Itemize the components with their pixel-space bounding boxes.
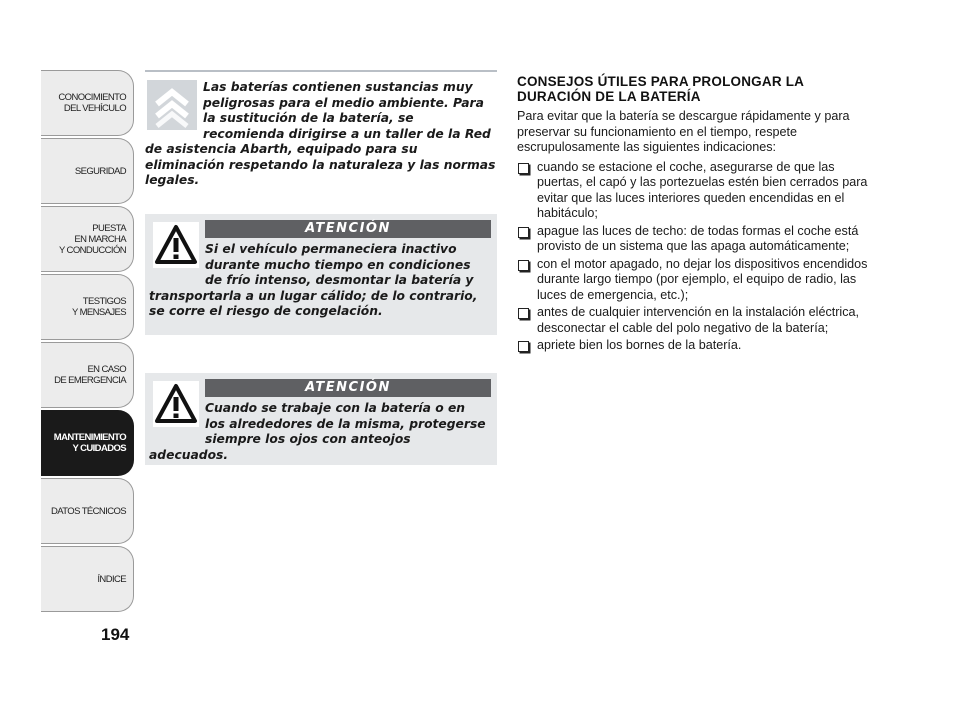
tab-indice[interactable]: ÍNDICE <box>41 546 134 612</box>
warning-text: Si el vehículo permaneciera inactivo durante mucho tiempo en condiciones de frío intenso, desmontar la batería y transportarla a un lugar cálido; de lo contrario, se corre el riesgo de congelación. <box>149 242 478 318</box>
checkbox-square-icon <box>518 227 529 238</box>
recycle-arrows-icon <box>147 80 197 130</box>
list-item <box>517 338 877 354</box>
tab-emergencia[interactable]: EN CASO DE EMERGENCIA <box>41 342 134 408</box>
tips-heading: CONSEJOS ÚTILES PARA PROLONGAR LA DURACIÓN DE LA BATERÍA <box>517 74 804 104</box>
list-item <box>517 305 877 336</box>
list-item-text: cuando se estacione el coche, asegurarse de que las puertas, el capó y las portezuelas estén bien cerrados para evitar que las luces interiores queden encendidas en el habitáculo; <box>537 159 868 220</box>
list-item-text: antes de cualquier intervención en la instalación eléctrica, desconectar el cable del polo negativo de la batería; <box>537 305 860 335</box>
tab-mantenimiento[interactable]: MANTENIMIENTO Y CUIDADOS <box>41 410 134 476</box>
tips-intro: Para evitar que la batería se descargue rápidamente y para preservar su funcionamiento en el tiempo, respete escrupulosamente las siguientes indicaciones: <box>517 109 850 154</box>
tips-list <box>517 160 877 354</box>
tips-section <box>517 74 877 356</box>
warning-text: Cuando se trabaje con la batería o en los alrededores de la misma, protegerse siempre los ojos con anteojos adecuados. <box>149 401 486 462</box>
tab-puesta-en-marcha[interactable]: PUESTA EN MARCHA Y CONDUCCIÓN <box>41 206 134 272</box>
checkbox-square-icon <box>518 308 529 319</box>
chapter-tabs <box>41 70 134 614</box>
environment-note <box>145 70 497 195</box>
list-item-text: con el motor apagado, no dejar los dispositivos encendidos durante largo tiempo (por ejemplo, el equipo de radio, las luces de emergencia, etc.); <box>537 256 868 302</box>
tab-testigos[interactable]: TESTIGOS Y MENSAJES <box>41 274 134 340</box>
page-number: 194 <box>101 625 130 644</box>
list-item <box>517 257 877 304</box>
left-column <box>145 70 497 195</box>
checkbox-square-icon <box>518 163 529 174</box>
list-item <box>517 160 877 222</box>
checkbox-square-icon <box>518 341 529 352</box>
warning-box-freezing <box>145 214 497 335</box>
list-item <box>517 224 877 255</box>
checkbox-square-icon <box>518 260 529 271</box>
list-item-text: apague las luces de techo: de todas formas el coche está provisto de un sistema que las apaga automáticamente; <box>537 223 859 253</box>
warning-title: ATENCIÓN <box>205 379 491 397</box>
warning-title: ATENCIÓN <box>205 220 491 238</box>
warning-box-eye-protection <box>145 373 497 465</box>
environment-text: Las baterías contienen sustancias muy peligrosas para el medio ambiente. Para la sustitución de la batería, se recomienda dirigirse a un taller de la Red de asistencia Abarth, equipado para su eliminación respetando la naturaleza y las normas legales. <box>145 80 496 187</box>
list-item-text: apriete bien los bornes de la batería. <box>537 338 742 352</box>
tab-conocimiento[interactable]: CONOCIMIENTO DEL VEHÍCULO <box>41 70 134 136</box>
tab-datos-tecnicos[interactable]: DATOS TÉCNICOS <box>41 478 134 544</box>
tab-seguridad[interactable]: SEGURIDAD <box>41 138 134 204</box>
